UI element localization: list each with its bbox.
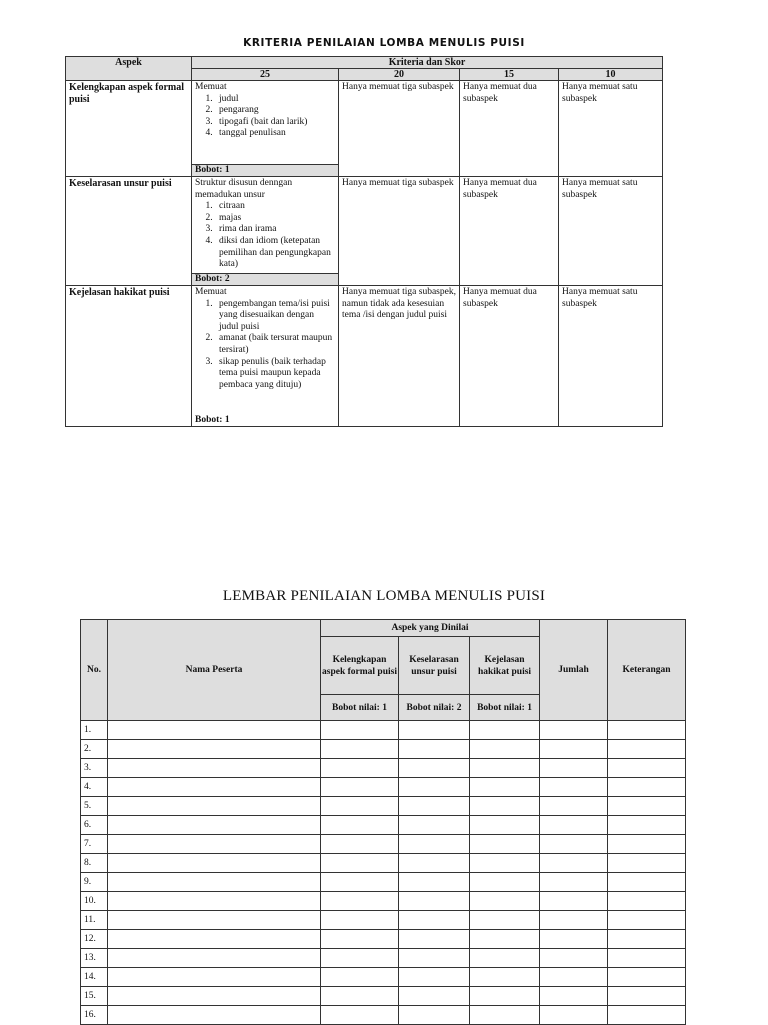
- bobot-label: Bobot: 1: [192, 164, 338, 176]
- header-kriteria: Kriteria dan Skor: [192, 57, 663, 69]
- kelengkapan-score-cell[interactable]: [321, 892, 399, 911]
- score-10-cell: Hanya memuat satu subaspek: [559, 81, 663, 177]
- jumlah-cell[interactable]: [540, 721, 608, 740]
- row-number: 13.: [81, 949, 108, 968]
- score-20-cell: Hanya memuat tiga subaspek: [339, 81, 460, 177]
- jumlah-cell[interactable]: [540, 778, 608, 797]
- score-header: 20: [339, 69, 460, 81]
- row-number: 3.: [81, 759, 108, 778]
- nama-peserta-cell[interactable]: [108, 892, 321, 911]
- nama-peserta-cell[interactable]: [108, 968, 321, 987]
- keselarasan-score-cell[interactable]: [399, 797, 470, 816]
- nama-peserta-cell[interactable]: [108, 740, 321, 759]
- col-aspek-header: Aspek yang Dinilai: [321, 620, 540, 637]
- kelengkapan-score-cell[interactable]: [321, 854, 399, 873]
- kejelasan-score-cell[interactable]: [470, 778, 540, 797]
- jumlah-cell[interactable]: [540, 797, 608, 816]
- nama-peserta-cell[interactable]: [108, 854, 321, 873]
- nama-peserta-cell[interactable]: [108, 778, 321, 797]
- table-row: [81, 930, 686, 949]
- row-number: 5.: [81, 797, 108, 816]
- nama-peserta-cell[interactable]: [108, 873, 321, 892]
- kelengkapan-score-cell[interactable]: [321, 930, 399, 949]
- row-number: 15.: [81, 987, 108, 1006]
- kelengkapan-score-cell[interactable]: [321, 911, 399, 930]
- jumlah-cell[interactable]: [540, 987, 608, 1006]
- keterangan-cell[interactable]: [608, 873, 686, 892]
- keterangan-cell[interactable]: [608, 949, 686, 968]
- row-number: 2.: [81, 740, 108, 759]
- kelengkapan-score-cell[interactable]: [321, 1006, 399, 1025]
- table-row: [81, 949, 686, 968]
- criteria-item: 4. diksi dan idiom (ketepatan pemilihan dan pengungkapan kata): [215, 236, 335, 271]
- kejelasan-score-cell[interactable]: [470, 797, 540, 816]
- nama-peserta-cell[interactable]: [108, 949, 321, 968]
- bobot-label: Bobot: 1: [195, 415, 230, 425]
- kelengkapan-score-cell[interactable]: [321, 949, 399, 968]
- kejelasan-score-cell[interactable]: [470, 968, 540, 987]
- keselarasan-score-cell[interactable]: [399, 930, 470, 949]
- weight-header: Bobot nilai: 1: [470, 695, 540, 721]
- col-nama-header: Nama Peserta: [108, 620, 321, 721]
- criteria-table: [65, 56, 663, 427]
- kelengkapan-score-cell[interactable]: [321, 759, 399, 778]
- criteria-title: KRITERIA PENILAIAN LOMBA MENULIS PUISI: [243, 37, 525, 49]
- kelengkapan-score-cell[interactable]: [321, 778, 399, 797]
- row-number: 4.: [81, 778, 108, 797]
- kelengkapan-score-cell[interactable]: [321, 968, 399, 987]
- criteria-item: 3. rima dan irama: [215, 224, 335, 236]
- jumlah-cell[interactable]: [540, 835, 608, 854]
- kejelasan-score-cell[interactable]: [470, 721, 540, 740]
- row-number: 12.: [81, 930, 108, 949]
- criteria-row: [66, 81, 663, 177]
- col-jumlah-header: Jumlah: [540, 620, 608, 721]
- bobot-label: Bobot: 2: [192, 273, 338, 285]
- keterangan-cell[interactable]: [608, 797, 686, 816]
- criteria-item: 1. pengembangan tema/isi puisi yang disesuaikan dengan judul puisi: [215, 299, 335, 334]
- nama-peserta-cell[interactable]: [108, 835, 321, 854]
- keterangan-cell[interactable]: [608, 740, 686, 759]
- criteria-intro: Struktur disusun denngan memadukan unsur: [195, 178, 293, 200]
- score-25-cell: [192, 177, 339, 286]
- score-header: 15: [460, 69, 559, 81]
- keselarasan-score-cell[interactable]: [399, 949, 470, 968]
- aspect-name: Kejelasan hakikat puisi: [66, 286, 192, 427]
- kejelasan-score-cell[interactable]: [470, 835, 540, 854]
- weight-header: Bobot nilai: 2: [399, 695, 470, 721]
- aspect-name: Keselarasan unsur puisi: [66, 177, 192, 286]
- kejelasan-score-cell[interactable]: [470, 911, 540, 930]
- kelengkapan-score-cell[interactable]: [321, 835, 399, 854]
- keselarasan-score-cell[interactable]: [399, 911, 470, 930]
- weight-header: Bobot nilai: 1: [321, 695, 399, 721]
- kelengkapan-score-cell[interactable]: [321, 721, 399, 740]
- jumlah-cell[interactable]: [540, 1006, 608, 1025]
- nama-peserta-cell[interactable]: [108, 1006, 321, 1025]
- keterangan-cell[interactable]: [608, 854, 686, 873]
- kejelasan-score-cell[interactable]: [470, 892, 540, 911]
- keterangan-cell[interactable]: [608, 930, 686, 949]
- score-10-cell: Hanya memuat satu subaspek: [559, 177, 663, 286]
- nama-peserta-cell[interactable]: [108, 987, 321, 1006]
- kejelasan-score-cell[interactable]: [470, 816, 540, 835]
- kejelasan-score-cell[interactable]: [470, 854, 540, 873]
- keselarasan-score-cell[interactable]: [399, 873, 470, 892]
- sheet-title: LEMBAR PENILAIAN LOMBA MENULIS PUISI: [222, 588, 546, 604]
- keselarasan-score-cell[interactable]: [399, 835, 470, 854]
- aspect-header: Kelengkapan aspek formal puisi: [321, 637, 399, 695]
- row-number: 16.: [81, 1006, 108, 1025]
- keselarasan-score-cell[interactable]: [399, 892, 470, 911]
- kejelasan-score-cell[interactable]: [470, 1006, 540, 1025]
- score-15-cell: Hanya memuat dua subaspek: [460, 81, 559, 177]
- row-number: 10.: [81, 892, 108, 911]
- kejelasan-score-cell[interactable]: [470, 759, 540, 778]
- criteria-intro: Memuat: [195, 287, 227, 297]
- nama-peserta-cell[interactable]: [108, 721, 321, 740]
- aspect-header: Keselarasan unsur puisi: [399, 637, 470, 695]
- row-number: 8.: [81, 854, 108, 873]
- score-20-cell: Hanya memuat tiga subaspek, namun tidak ada kesesuian tema /isi dengan judul puisi: [339, 286, 460, 427]
- criteria-intro: Memuat: [195, 82, 227, 92]
- keterangan-cell[interactable]: [608, 816, 686, 835]
- keterangan-cell[interactable]: [608, 968, 686, 987]
- table-row: [81, 835, 686, 854]
- table-row: [81, 873, 686, 892]
- kejelasan-score-cell[interactable]: [470, 949, 540, 968]
- keselarasan-score-cell[interactable]: [399, 968, 470, 987]
- criteria-item: 3. sikap penulis (baik terhadap tema puisi maupun kepada pembaca yang dituju): [215, 357, 335, 392]
- header-aspek: Aspek: [66, 57, 192, 81]
- kelengkapan-score-cell[interactable]: [321, 740, 399, 759]
- criteria-item: 2. majas: [215, 213, 335, 225]
- col-no-header: No.: [81, 620, 108, 721]
- criteria-item: 2. pengarang: [215, 105, 335, 117]
- row-number: 11.: [81, 911, 108, 930]
- table-row: [81, 911, 686, 930]
- keselarasan-score-cell[interactable]: [399, 778, 470, 797]
- table-row: [81, 987, 686, 1006]
- kelengkapan-score-cell[interactable]: [321, 987, 399, 1006]
- keselarasan-score-cell[interactable]: [399, 721, 470, 740]
- score-25-cell: [192, 81, 339, 177]
- score-header: 10: [559, 69, 663, 81]
- jumlah-cell[interactable]: [540, 930, 608, 949]
- criteria-row: [66, 177, 663, 286]
- score-header: 25: [192, 69, 339, 81]
- jumlah-cell[interactable]: [540, 949, 608, 968]
- jumlah-cell[interactable]: [540, 968, 608, 987]
- keterangan-cell[interactable]: [608, 987, 686, 1006]
- table-row: [81, 892, 686, 911]
- table-row: [81, 721, 686, 740]
- aspect-header: Kejelasan hakikat puisi: [470, 637, 540, 695]
- criteria-row: [66, 286, 663, 427]
- jumlah-cell[interactable]: [540, 816, 608, 835]
- row-number: 6.: [81, 816, 108, 835]
- row-number: 7.: [81, 835, 108, 854]
- kejelasan-score-cell[interactable]: [470, 873, 540, 892]
- jumlah-cell[interactable]: [540, 759, 608, 778]
- criteria-item: 2. amanat (baik tersurat maupun tersirat): [215, 333, 335, 356]
- keterangan-cell[interactable]: [608, 835, 686, 854]
- criteria-item: 4. tanggal penulisan: [215, 128, 335, 140]
- kelengkapan-score-cell[interactable]: [321, 797, 399, 816]
- nama-peserta-cell[interactable]: [108, 911, 321, 930]
- col-keterangan-header: Keterangan: [608, 620, 686, 721]
- keselarasan-score-cell[interactable]: [399, 740, 470, 759]
- nama-peserta-cell[interactable]: [108, 930, 321, 949]
- keterangan-cell[interactable]: [608, 778, 686, 797]
- keterangan-cell[interactable]: [608, 1006, 686, 1025]
- row-number: 9.: [81, 873, 108, 892]
- kelengkapan-score-cell[interactable]: [321, 816, 399, 835]
- nama-peserta-cell[interactable]: [108, 797, 321, 816]
- criteria-item: 1. judul: [215, 94, 335, 106]
- score-15-cell: Hanya memuat dua subaspek: [460, 177, 559, 286]
- criteria-item: 3. tipogafi (bait dan larik): [215, 117, 335, 129]
- assessment-sheet-table: [80, 619, 686, 1025]
- table-row: [81, 797, 686, 816]
- nama-peserta-cell[interactable]: [108, 816, 321, 835]
- row-number: 14.: [81, 968, 108, 987]
- keselarasan-score-cell[interactable]: [399, 759, 470, 778]
- score-15-cell: Hanya memuat dua subaspek: [460, 286, 559, 427]
- jumlah-cell[interactable]: [540, 892, 608, 911]
- aspect-name: Kelengkapan aspek formal puisi: [66, 81, 192, 177]
- score-25-cell: [192, 286, 339, 427]
- keselarasan-score-cell[interactable]: [399, 854, 470, 873]
- score-10-cell: Hanya memuat satu subaspek: [559, 286, 663, 427]
- table-row: [81, 778, 686, 797]
- table-row: [81, 740, 686, 759]
- keselarasan-score-cell[interactable]: [399, 816, 470, 835]
- table-row: [81, 1006, 686, 1025]
- table-row: [81, 968, 686, 987]
- kejelasan-score-cell[interactable]: [470, 930, 540, 949]
- kejelasan-score-cell[interactable]: [470, 740, 540, 759]
- keterangan-cell[interactable]: [608, 759, 686, 778]
- keterangan-cell[interactable]: [608, 721, 686, 740]
- table-row: [81, 854, 686, 873]
- jumlah-cell[interactable]: [540, 873, 608, 892]
- keselarasan-score-cell[interactable]: [399, 987, 470, 1006]
- jumlah-cell[interactable]: [540, 740, 608, 759]
- criteria-item: 1. citraan: [215, 201, 335, 213]
- keterangan-cell[interactable]: [608, 892, 686, 911]
- keterangan-cell[interactable]: [608, 911, 686, 930]
- keselarasan-score-cell[interactable]: [399, 1006, 470, 1025]
- kejelasan-score-cell[interactable]: [470, 987, 540, 1006]
- row-number: 1.: [81, 721, 108, 740]
- table-row: [81, 759, 686, 778]
- kelengkapan-score-cell[interactable]: [321, 873, 399, 892]
- table-row: [81, 816, 686, 835]
- nama-peserta-cell[interactable]: [108, 759, 321, 778]
- score-20-cell: Hanya memuat tiga subaspek: [339, 177, 460, 286]
- jumlah-cell[interactable]: [540, 911, 608, 930]
- jumlah-cell[interactable]: [540, 854, 608, 873]
